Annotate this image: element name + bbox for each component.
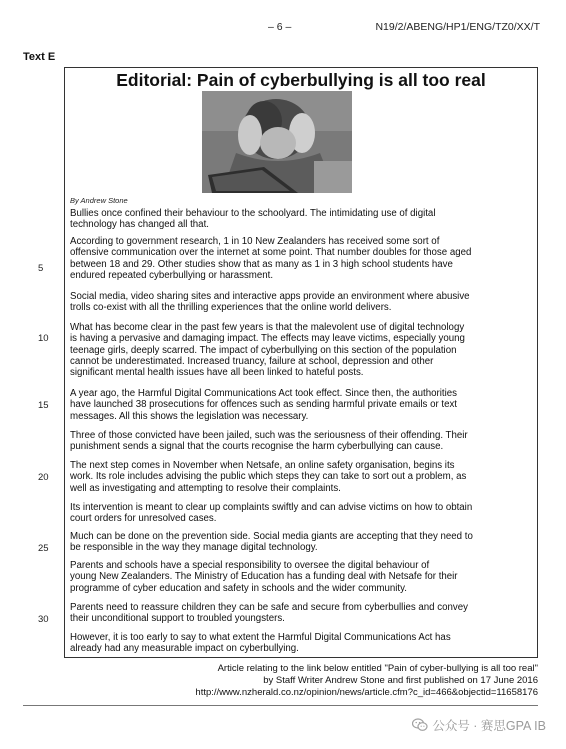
line-number-25: 25 — [38, 543, 49, 554]
paragraph-7: The next step comes in November when Netsafe, an online safety organisation, begins its work. Its role includes advising the public which steps they can take to sort out a problem, as well as investigating and attempting to resolve their complaints. — [70, 460, 467, 494]
paragraph-8: Its intervention is meant to clear up complaints swiftly and can advise victims on how to obtain court orders for unresolved cases. — [70, 502, 473, 525]
document-code: N19/2/ABENG/HP1/ENG/TZ0/XX/T — [375, 21, 540, 33]
paragraph-5: A year ago, the Harmful Digital Communications Act took effect. Since then, the authorities have launched 38 prosecutions for offences such as sending harmful private emails or text messages. All this shows the legislation was necessary. — [70, 388, 458, 422]
paragraph-4: What has become clear in the past few years is that the malevolent use of digital technology is having a pervasive and damaging impact. The effects may leave victims, especially young teenage girls, deeply scarred. The impact of cyberbullying on this section of the population cannot be underestimated. Increased truancy, failure at school, depression and other significant mental health issues have all been linked to hateful posts. — [70, 322, 465, 379]
line-number-5: 5 — [38, 263, 44, 274]
byline: By Andrew Stone — [70, 196, 128, 205]
paragraph-12: However, it is too early to say to what extent the Harmful Digital Communications Act has already had any measurable impact on cyberbullying. — [70, 632, 451, 655]
paragraph-1: Bullies once confined their behaviour to the schoolyard. The intimidating use of digital technology has changed all that. — [70, 208, 436, 231]
page-number: – 6 – — [268, 21, 292, 33]
paragraph-11: Parents need to reassure children they can be safe and secure from cyberbullies and convey their unconditional support to troubled youngsters. — [70, 602, 468, 625]
article-box — [64, 67, 538, 658]
source-line-2: by Staff Writer Andrew Stone and first published on 17 June 2016 — [263, 675, 538, 686]
line-number-15: 15 — [38, 400, 49, 411]
wechat-icon — [412, 718, 428, 732]
footer-divider — [23, 705, 538, 706]
paragraph-2: According to government research, 1 in 10 New Zealanders has received some sort of offensive communication over the internet at some point. That number doubles for those aged between 18 and 29. Other studies show that as many as 1 in 3 high school students have endured repeated cyberbullying or harassment. — [70, 236, 472, 281]
line-number-20: 20 — [38, 472, 49, 483]
line-number-10: 10 — [38, 333, 49, 344]
watermark — [412, 716, 546, 734]
source-line-1: Article relating to the link below entitled "Pain of cyber-bullying is all too real" — [217, 663, 538, 674]
text-label: Text E — [23, 51, 56, 63]
paragraph-3: Social media, video sharing sites and interactive apps provide an environment where abusive trolls co-exist with all the thrilling experiences that the online world delivers. — [70, 291, 470, 314]
watermark-text: 公众号 · 赛思GPA IB — [432, 719, 546, 733]
article-title: Editorial: Pain of cyberbullying is all too real — [116, 70, 486, 90]
line-number-30: 30 — [38, 614, 49, 625]
paragraph-10: Parents and schools have a special responsibility to oversee the digital behaviour of young New Zealanders. The Ministry of Education has a funding deal with Netsafe for their programme of cyber education and safety in schools and the wider community. — [70, 560, 458, 594]
article-photo — [202, 91, 352, 193]
source-url: http://www.nzherald.co.nz/opinion/news/article.cfm?c_id=466&objectid=11658176 — [195, 687, 538, 698]
paragraph-9: Much can be done on the prevention side. Social media giants are accepting that they need to be responsible in the way they manage digital technology. — [70, 531, 473, 554]
paragraph-6: Three of those convicted have been jailed, such was the seriousness of their offending. Their punishment sends a signal that the courts recognise the harm cyberbullying can cause. — [70, 430, 468, 453]
